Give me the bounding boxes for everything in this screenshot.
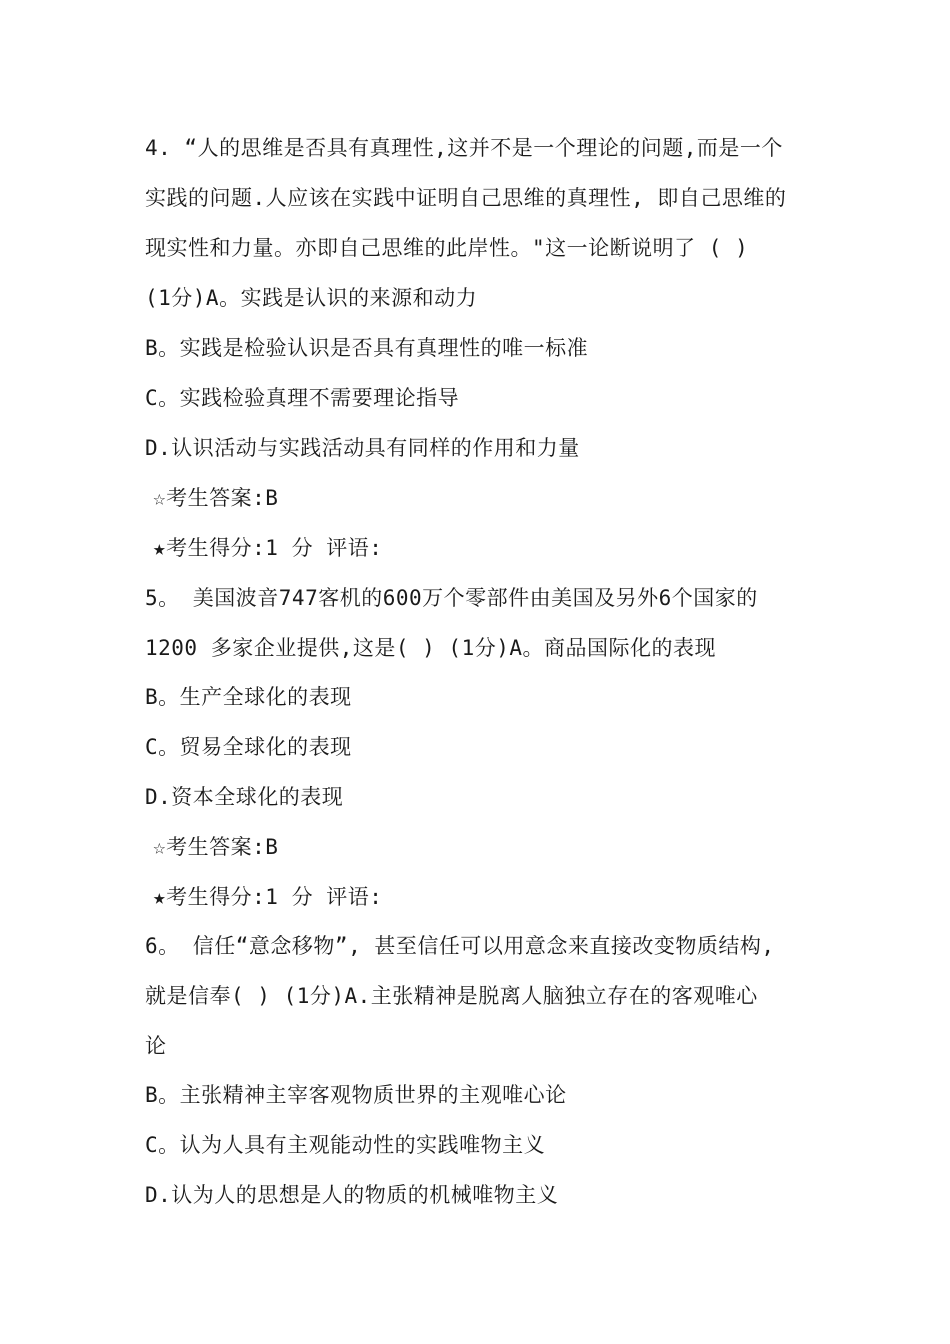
option-c: C。实践检验真理不需要理论指导: [145, 386, 460, 410]
question-text-line: (1分)A。实践是认识的来源和动力: [145, 286, 478, 310]
student-score: ★考生得分:1 分 评语:: [153, 536, 383, 560]
question-text-line: 现实性和力量。亦即自己思维的此岸性。"这一论断说明了 ( ): [145, 236, 749, 260]
option-d: D.资本全球化的表现: [145, 785, 344, 809]
student-score: ★考生得分:1 分 评语:: [153, 885, 383, 909]
question-text-line: 论: [145, 1034, 167, 1058]
student-answer: ☆考生答案:B: [153, 835, 279, 859]
option-d: D.认为人的思想是人的物质的机械唯物主义: [145, 1183, 559, 1207]
option-b: B。生产全球化的表现: [145, 685, 352, 709]
question-text-line: 4. “人的思维是否具有真理性,这并不是一个理论的问题,而是一个: [145, 136, 783, 160]
option-d: D.认识活动与实践活动具有同样的作用和力量: [145, 436, 580, 460]
question-text-line: 1200 多家企业提供,这是( ) (1分)A。商品国际化的表现: [145, 636, 717, 660]
question-text-line: 就是信奉( ) (1分)A.主张精神是脱离人脑独立存在的客观唯心: [145, 984, 758, 1008]
question-text-line: 实践的问题.人应该在实践中证明自己思维的真理性, 即自己思维的: [145, 186, 787, 210]
question-text-line: 6。 信任“意念移物”, 甚至信任可以用意念来直接改变物质结构,: [145, 934, 775, 958]
option-c: C。贸易全球化的表现: [145, 735, 352, 759]
student-answer: ☆考生答案:B: [153, 486, 279, 510]
option-b: B。主张精神主宰客观物质世界的主观唯心论: [145, 1083, 567, 1107]
option-b: B。实践是检验认识是否具有真理性的唯一标准: [145, 336, 589, 360]
question-text-line: 5。 美国波音747客机的600万个零部件由美国及另外6个国家的: [145, 586, 758, 610]
option-c: C。认为人具有主观能动性的实践唯物主义: [145, 1133, 546, 1157]
